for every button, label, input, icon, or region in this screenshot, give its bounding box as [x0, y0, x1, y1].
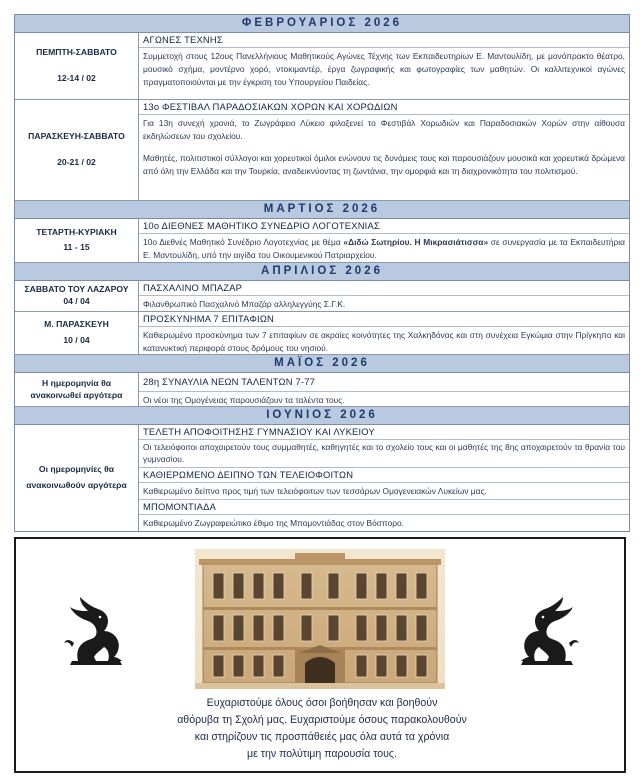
event-date-cell [15, 425, 139, 531]
month-header-february: ΦΕΒΡΟΥΑΡΙΟΣ 2026 [15, 15, 629, 33]
event-title: 13ο ΦΕΣΤΙΒΑΛ ΠΑΡΑΔΟΣΙΑΚΩΝ ΧΟΡΩΝ ΚΑΙ ΧΟΡΩΔΙΩΝ [139, 100, 629, 115]
table-row [15, 312, 629, 355]
event-dates: 12-14 / 02 [57, 73, 96, 83]
event-dates: 04 / 04 [63, 296, 90, 306]
event-dates: 20-21 / 02 [57, 157, 96, 167]
table-row [15, 373, 629, 407]
event-description: Οι νέοι της Ομογένειας παρουσιάζουν τα ταλέντα τους. [143, 395, 345, 405]
table-row [15, 100, 629, 201]
event-title: ΜΠΟΜΟΝΤΙΑΔΑ [139, 499, 629, 515]
month-header-march: ΜΑΡΤΙΟΣ 2026 [15, 201, 629, 219]
event-title: ΚΑΘΙΕΡΩΜΕΝΟ ΔΕΙΠΝΟ ΤΩΝ ΤΕΛΕΙΟΦΟΙΤΩΝ [139, 467, 629, 483]
event-details [139, 100, 629, 200]
thank-you-box [14, 537, 626, 773]
table-row [15, 33, 629, 100]
event-date-cell [15, 281, 139, 311]
month-header-may: ΜΑΪΟΣ 2026 [15, 355, 629, 373]
sphinx-griffin-icon [511, 595, 583, 669]
table-row [15, 281, 629, 312]
event-details [139, 312, 629, 354]
event-date-cell [15, 312, 139, 354]
table-row [15, 425, 629, 531]
event-details [139, 373, 629, 406]
event-details [139, 33, 629, 99]
thank-you-line: Ευχαριστούμε όλους όσοι βοήθησαν και βοηθούν [206, 697, 438, 709]
event-details [139, 281, 629, 311]
event-title: ΠΑΣΧΑΛΙΝΟ ΜΠΑΖΑΡ [139, 281, 629, 296]
sphinx-griffin-icon [60, 595, 132, 669]
event-date-cell [15, 100, 139, 200]
event-days: ΤΕΤΑΡΤΗ-ΚΥΡΙΑΚΗ [36, 227, 117, 238]
event-description: Καθιερωμένο δείπνο προς τιμή των τελειόφοιτων των τεσσάρων Ομογενειακών Λυκείων μας. [143, 485, 487, 496]
event-title: ΑΓΩΝΕΣ ΤΕΧΝΗΣ [139, 33, 629, 48]
month-header-june: ΙΟΥΝΙΟΣ 2026 [15, 407, 629, 425]
event-description-end: σε συνεργασία με τα Εκπαιδευτήρια Ε. Μαντουλίδη, υπό την αιγίδα του Οικουμενικού Πατριαρχείου. [143, 237, 625, 260]
event-days: Μ. ΠΑΡΑΣΚΕΥΗ [44, 319, 109, 330]
event-date-note: Η ημερομηνία θα [41, 377, 112, 388]
thank-you-line: αθόρυβα τη Σχολή μας. Ευχαριστούμε όσους παρακολουθούν [177, 714, 467, 726]
event-description: Οι τελειόφοιτοι αποχαιρετούν τους συμμαθητές, καθηγητές και το σχολείο τους και οι μαθητές της 8ης αποχαιρετούν τα θρανία του γυμνασίου. [143, 442, 625, 464]
thank-you-message [106, 695, 538, 763]
event-date-cell [15, 33, 139, 99]
event-description: Φιλανθρωπικό Πασχαλινό Μπαζάρ αλληλεγγύης Σ.Γ.Κ. [143, 299, 346, 309]
event-date-note-cont: ανακοινωθεί αργότερα [30, 389, 123, 400]
month-header-april: ΑΠΡΙΛΙΟΣ 2026 [15, 263, 629, 281]
event-title: ΠΡΟΣΚΥΝΗΜΑ 7 ΕΠΙΤΑΦΙΩΝ [139, 312, 629, 327]
event-dates: 11 - 15 [63, 242, 90, 252]
event-schedule-table [14, 14, 630, 532]
event-days: ΠΑΡΑΣΚΕΥΗ-ΣΑΒΒΑΤΟ [28, 131, 125, 142]
event-details [139, 219, 629, 262]
event-description [139, 234, 629, 261]
event-theme: «Διδώ Σωτηρίου. Η Μικρασιάτισσα» [343, 237, 489, 247]
event-details [139, 425, 629, 531]
event-description: Για 13η συνεχή χρονιά, το Ζωγράφειο Λύκειο φιλοξενεί το Φεστιβάλ Χορωδιών και Παραδοσιακών Χορών στην αίθουσα εκδηλώσεων του σχολείου. [143, 118, 625, 141]
event-title: 28η ΣΥΝΑΥΛΙΑ ΝΕΩΝ ΤΑΛΕΝΤΩΝ 7-77 [139, 373, 629, 392]
thank-you-line: και στηρίζουν τις προσπάθειές μας όλα αυτά τα χρόνια [194, 731, 450, 743]
event-dates: 10 / 04 [63, 335, 90, 345]
event-date-cell [15, 373, 139, 406]
thank-you-line: με την πολύτιμη παρουσία τους. [247, 748, 397, 760]
event-days: ΣΑΒΒΑΤΟ ΤΟΥ ΛΑΖΑΡΟΥ [24, 284, 129, 295]
event-date-note: Οι ημερομηνίες θα [38, 464, 115, 475]
table-row [15, 219, 629, 263]
event-days: ΠΕΜΠΤΗ-ΣΑΒΒΑΤΟ [36, 47, 117, 58]
event-description-more: Μαθητές, πολιτιστικοί σύλλογοι και χορευτικοί όμιλοι ενώνουν τις δυνάμεις τους και παρουσιάζουν μουσικά και χορευτικά δρώμενα από όλη την Ελλάδα και την Τουρκία, αναδεικνύοντας τη ζωντάνια, την ομορφιά και τη διαχρονικότητα του πολιτισμού. [143, 153, 625, 176]
event-description-start: 10ο Διεθνές Μαθητικό Συνέδριο Λογοτεχνίας με θέμα [143, 237, 344, 247]
event-description: Καθιερωμένο προσκύνημα των 7 επιταφίων σε ακραίες κοινότητες της Χαλκηδόνας και στη συνέχεια Εγκώμια στην Πρίγκηπο και κατανυκτική περιφορά στους δρόμους του νησιού. [143, 330, 625, 353]
event-title: 10ο ΔΙΕΘΝΕΣ ΜΑΘΗΤΙΚΟ ΣΥΝΕΔΡΙΟ ΛΟΓΟΤΕΧΝΙΑΣ [139, 219, 629, 234]
school-building-illustration [195, 549, 445, 689]
event-title: ΤΕΛΕΤΗ ΑΠΟΦΟΙΤΗΣΗΣ ΓΥΜΝΑΣΙΟΥ ΚΑΙ ΛΥΚΕΙΟΥ [139, 425, 629, 440]
event-description: Συμμετοχή στους 12ους Πανελλήνιους Μαθητικούς Αγώνες Τέχνης των Εκπαιδευτηρίων Ε. Μαντουλίδη, με μονόπρακτο θέατρο, μουσικό σχήμα, μοντέρνο χορό, ντοκιμαντέρ, έργα ζωγραφικής και φωτογραφίες των μαθητών. Οι καλλιτεχνικοί αγώνες πραγματοποιούνται με την έγκριση του Υπουργείου Παιδείας. [143, 51, 625, 87]
event-description: Καθιερωμένο Ζωγραφειώτικο έθιμο της Μπομοντιάδας στον Βόσπορο. [143, 517, 404, 528]
event-date-cell [15, 219, 139, 262]
event-date-note-cont: ανακοινωθούν αργότερα [26, 480, 127, 490]
